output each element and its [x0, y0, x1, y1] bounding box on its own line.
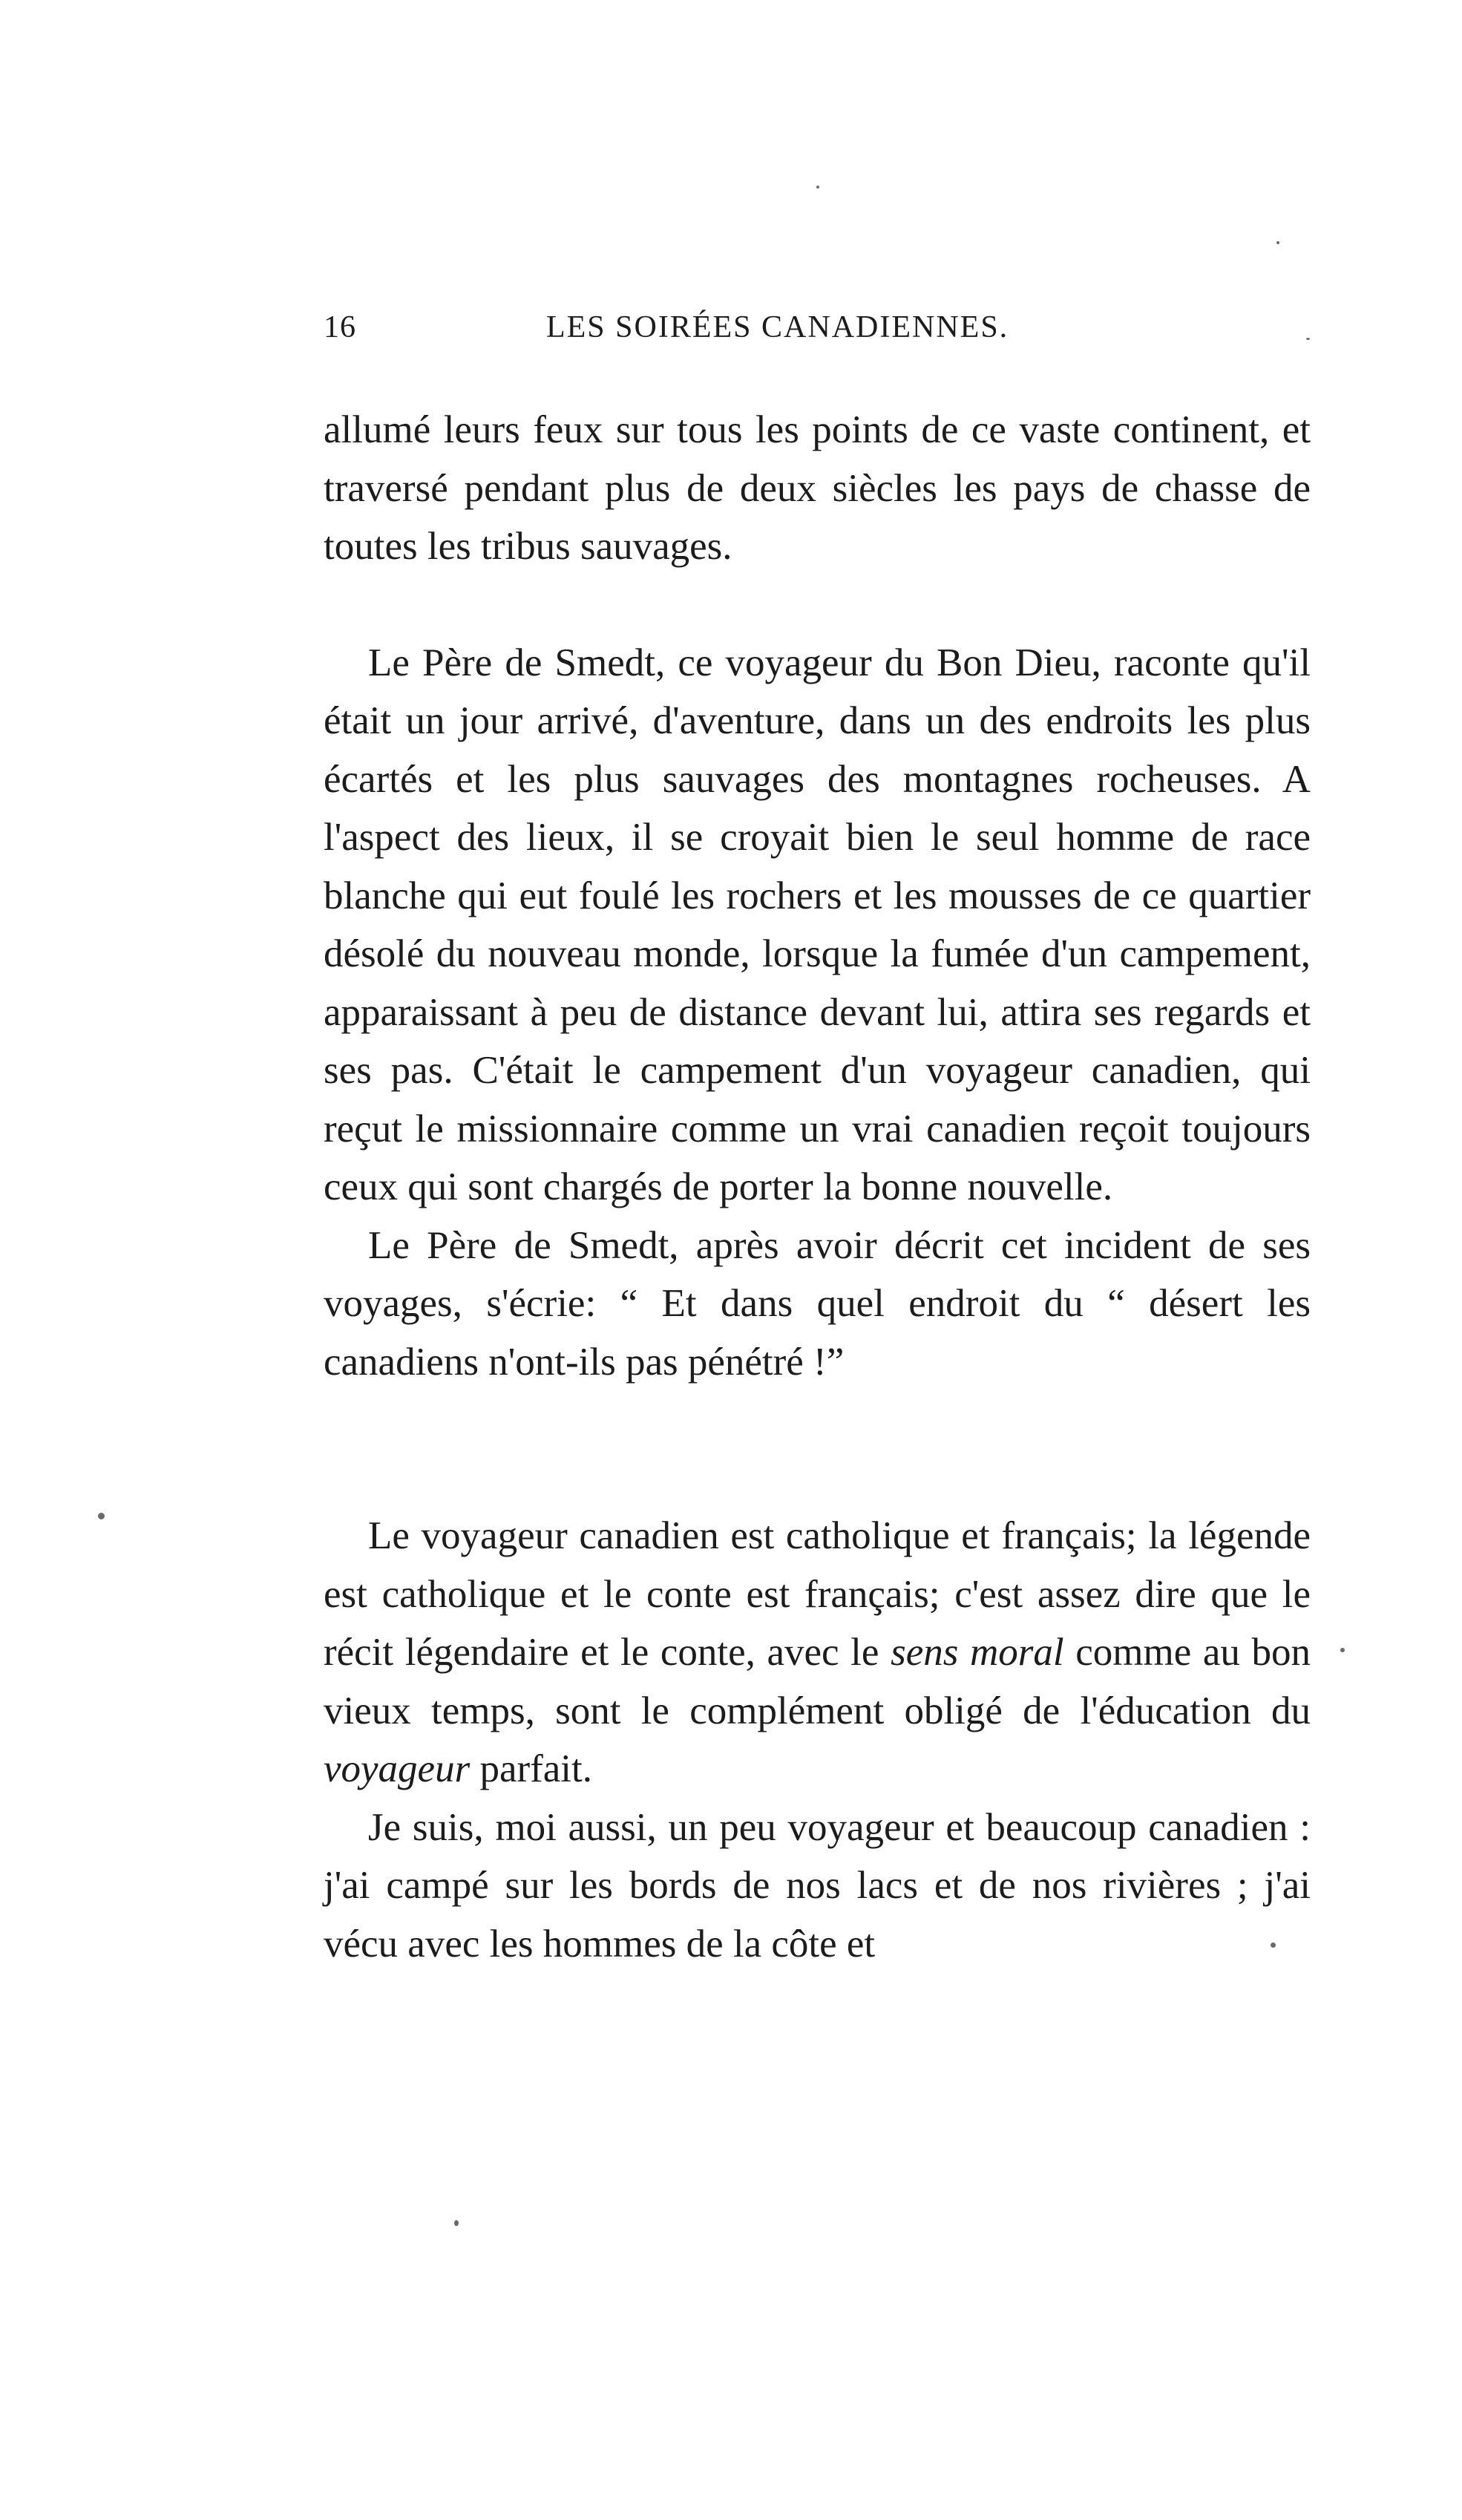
page-body [324, 401, 1311, 1973]
paragraph-continued: allumé leurs feux sur tous les points de ce vaste continent, et traversé pendant plus de deux siècles les pays de chasse de toutes les tribus sauvages. [324, 408, 1311, 568]
paragraph-smedt-quote: Le Père de Smedt, après avoir décrit cet incident de ses voyages, s'écrie: “ Et dans quel endroit du “ désert les canadiens n'ont-ils pas pénétré !” [324, 1223, 1311, 1384]
scan-speck [816, 186, 819, 189]
scan-speck [454, 2220, 459, 2226]
scan-speck [1306, 338, 1310, 340]
paragraph-spacer [324, 576, 1311, 634]
scan-speck [1340, 1648, 1345, 1652]
paragraph-author: Je suis, moi aussi, un peu voyageur et beaucoup canadien : j'ai campé sur les bords de nos lacs et de nos rivières ; j'ai vécu avec les hommes de la côte et [324, 1805, 1311, 1966]
italic-voyageur: voyageur [324, 1747, 471, 1790]
paragraph-voyageur-text-c: parfait. [470, 1747, 592, 1790]
scan-speck [1271, 1943, 1276, 1948]
paragraph-voyageur [324, 1507, 1311, 1799]
paragraph-voyageur-text-b: comme au bon vieux temps, sont le complément obligé de l'éducation du [324, 1631, 1311, 1732]
running-title: LES SOIRÉES CANADIENNES. [546, 310, 1009, 344]
scan-speck [98, 1513, 105, 1519]
page-header [324, 301, 1318, 360]
section-spacer [324, 1391, 1311, 1507]
scan-speck [1276, 241, 1279, 244]
paragraph-smedt: Le Père de Smedt, ce voyageur du Bon Dieu, raconte qu'il était un jour arrivé, d'aventure, dans un des endroits les plus écartés et les plus sauvages des montagnes rocheuses. A l'aspect des lieux, il se croyait bien le seul homme de race blanche qui eut foulé les rochers et les mousses de ce quartier désolé du nouveau monde, lorsque la fumée d'un campement, apparaissant à peu de distance devant lui, attira ses regards et ses pas. C'était le campement d'un voyageur canadien, qui reçut le missionnaire comme un vrai canadien reçoit toujours ceux qui sont chargés de porter la bonne nouvelle. [324, 641, 1311, 1208]
paragraph-voyageur-text-a: Le voyageur canadien est catholique et français; la légende est catholique et le conte est français; c'est assez dire que le récit légendaire et le conte, avec le [324, 1514, 1311, 1674]
italic-sens-moral: sens moral [891, 1631, 1064, 1674]
page-number: 16 [324, 310, 356, 344]
